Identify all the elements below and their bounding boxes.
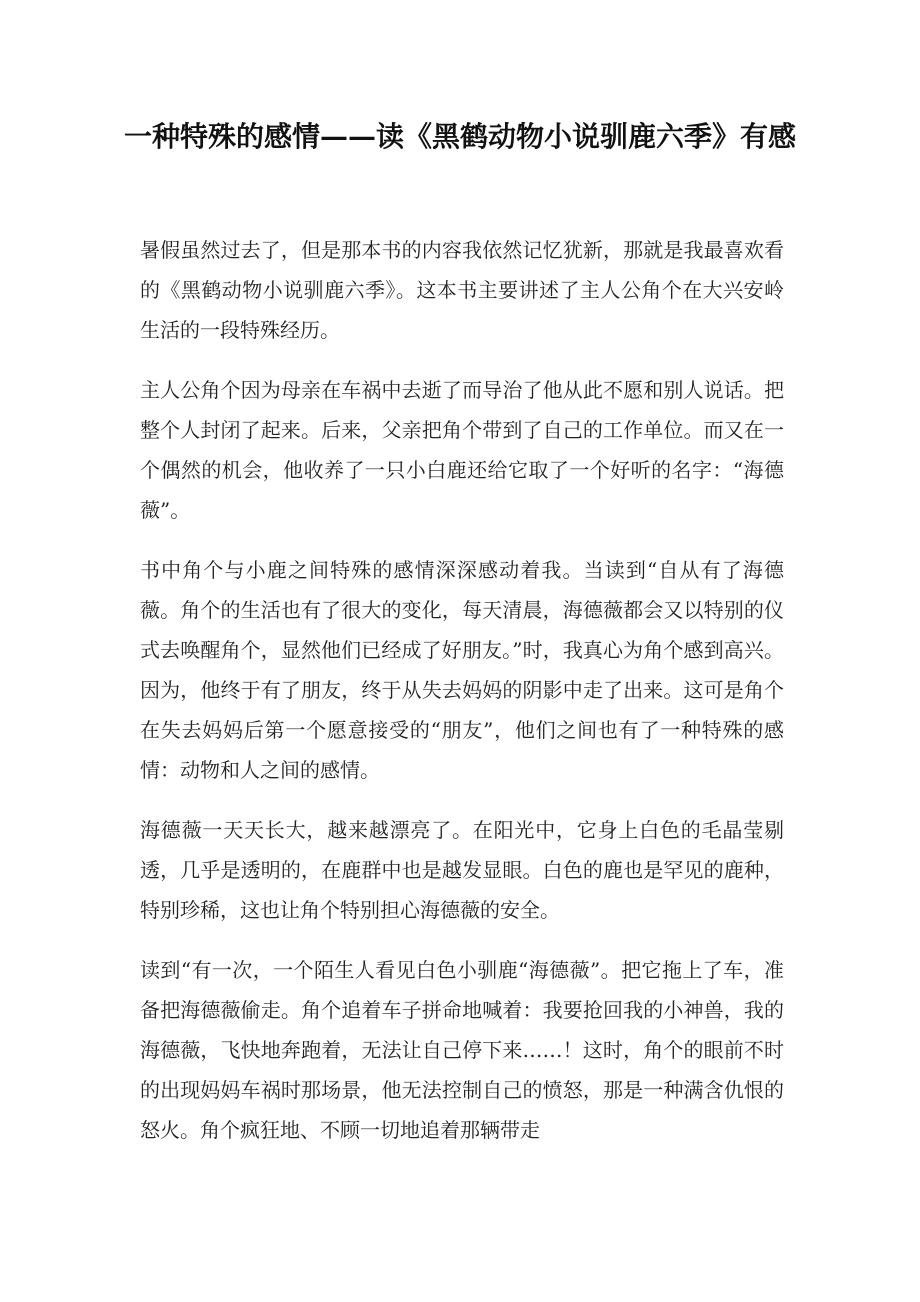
paragraph: 海德薇一天天长大，越来越漂亮了。在阳光中，它身上白色的毛晶莹剔透，几乎是透明的，在鹿群中也是越发显眼。白色的鹿也是罕见的鹿种，特别珍稀，这也让角个特别担心海德薇的安全。: [140, 818, 784, 922]
paragraph: 暑假虽然过去了，但是那本书的内容我依然记忆犹新，那就是我最喜欢看的《黑鹤动物小说驯鹿六季》。这本书主要讲述了主人公角个在大兴安岭生活的一段特殊经历。: [140, 238, 784, 342]
document-body: [140, 230, 784, 1170]
document-title: 一种特殊的感情——读《黑鹤动物小说驯鹿六季》有感: [123, 120, 796, 153]
paragraph: 读到“有一次，一个陌生人看见白色小驯鹿“海德薇”。把它拖上了车，准备把海德薇偷走。角个追着车子拼命地喊着：我要抢回我的小神兽，我的海德薇，飞快地奔跑着，无法让自己停下来……！这时，角个的眼前不时的出现妈妈车祸时那场景，他无法控制自己的愤怒，那是一种满含仇恨的怒火。角个疯狂地、不顾一切地追着那辆带走: [140, 958, 784, 1142]
paragraph: 主人公角个因为母亲在车祸中去逝了而导治了他从此不愿和别人说话。把整个人封闭了起来。后来，父亲把角个带到了自己的工作单位。而又在一个偶然的机会，他收养了一只小白鹿还给它取了一个好听的名字：“海德薇”。: [140, 378, 784, 522]
paragraph: 书中角个与小鹿之间特殊的感情深深感动着我。当读到“自从有了海德薇。角个的生活也有了很大的变化，每天清晨，海德薇都会又以特别的仪式去唤醒角个，显然他们已经成了好朋友。”时，我真心为角个感到高兴。因为，他终于有了朋友，终于从失去妈妈的阴影中走了出来。这可是角个在失去妈妈后第一个愿意接受的“朋友”，他们之间也有了一种特殊的感情：动物和人之间的感情。: [140, 558, 784, 782]
